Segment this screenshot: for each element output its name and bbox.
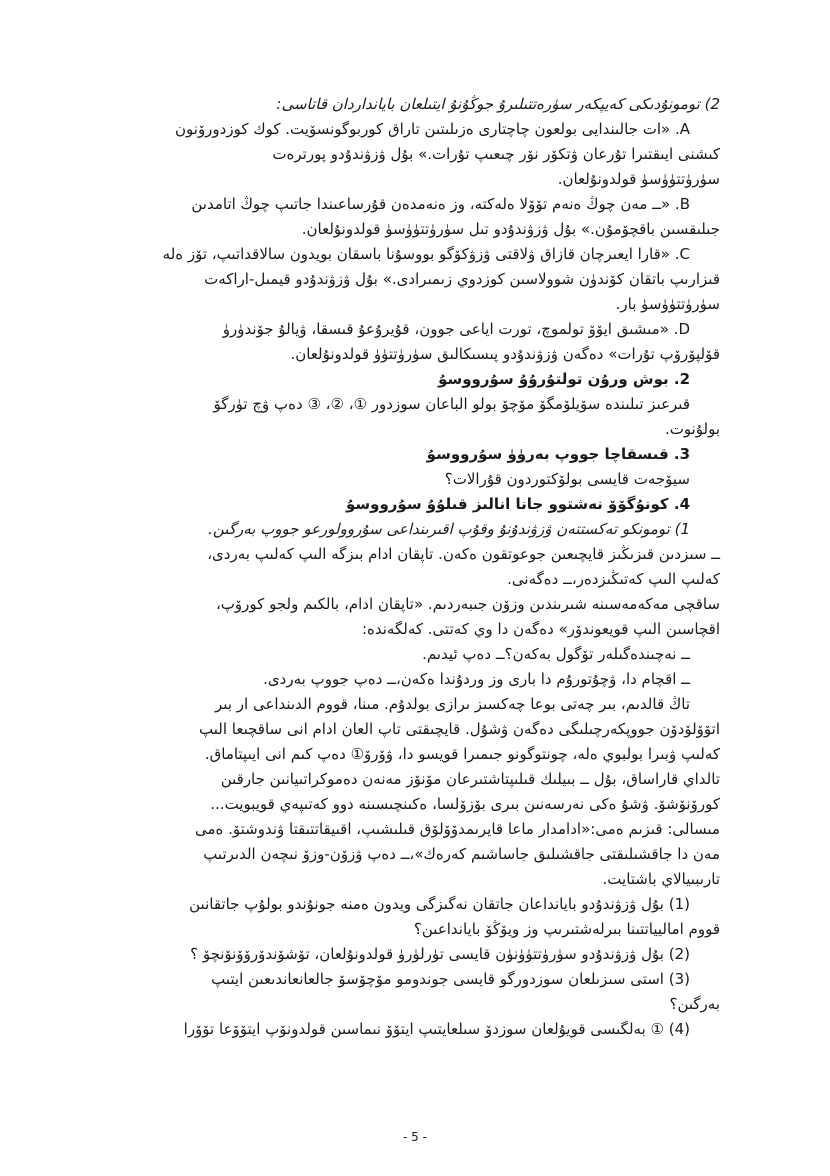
question-1-line-2: قووم اماليياتتىنا بىرلەشتىرىپ وز ويۆڭۆ بايانداعىن؟ [413, 920, 720, 938]
option-d-line-2: قۆلپۆرۆپ تۇرات» دەگەن ۋزۋندۇدو پىسىكالىق سۈرۈتتۈۈ قولدونۇلعان. [290, 345, 720, 363]
section-3-heading: 3. قىسقاچا جووپ بەرۈۈ سۇرووسۇ [426, 445, 690, 463]
page-number: - 5 - [403, 1130, 427, 1144]
section-4-instruction: 1) تومونكو تەكستتەن ۋزۋندۇنۇ وقۇپ اقىرىنداعى سۇروولورعو جووپ بەرگىن. [208, 520, 690, 538]
option-c: C. «قارا ايعىرچان قازاق ۋلاقتى ۋزۋكۆگو بووسۇنا باسقان بويدون سالاقداتىپ، تۆز ەلە [162, 245, 690, 263]
passage-line-2: كەلىپ الىپ كەتىڭىزدەر،ــ دەگەنى. [507, 570, 720, 588]
question-2: (2) بۇل ۋزۋندۇدو سۈرۈتتۈۈنۈن قايسى تۈرلۈرۈ قولدونۇلعان، تۆشۆندۆرۆۆنۆنچۆ ؟ [190, 945, 690, 963]
option-c-line-3: سۈرۈتتۈۈسۈ بار. [615, 295, 720, 313]
section-2-text-line-2: بولۇنوت. [664, 420, 720, 438]
section-4-heading: 4. كونۇگۆۆ نەشتوو جانا انالىز قىلۇۇ سۇرووسۇ [345, 495, 690, 513]
section-3-question: سيۆجەت قايسى بولۆكتوردون قۇرالات؟ [444, 470, 690, 488]
question-3: (3) استى سىزىلعان سوزدورگو قايسى جوندومو مۆچۆسۆ جالعانعاندىعىن ايتىپ [211, 970, 690, 988]
passage-line-13: مەن دا جاقشىلىقتى جاقشىلىق جاساشىم كەرەك»،ــ دەپ ۋزۆن-وزۆ نىچەن الدىرتىپ [203, 845, 720, 863]
question-3-line-2: بەرگىن؟ [669, 995, 720, 1013]
question-4: (4) ① بەلگىسى قويۇلعان سوزدۆ سىلعايتىپ ايتۆۆ نىماسىن قولدونۆپ ايتۆۆعا تۆۆرا [183, 1020, 690, 1038]
option-b-line-2: جىلىقسىن باقچۆمۇن.» بۇل ۋزۋندۇدو تىل سۈرۈتتۈۈسۈ قولدونۇلعان. [301, 220, 720, 238]
section-2-text: قىرعىز تىلىندە سۆيلۆمگۆ مۆچۆ بولو الباعان سوزدور ①، ②، ③ دەپ ۋچ تۈرگۆ [213, 395, 690, 413]
option-a-line-2: كىشنى ايىقتىرا تۇرعان ۋتكۆر نۆر چىعىپ تۇرات.» بۇل ۋزۋندۇدو پورترەت [272, 145, 720, 163]
option-a: A. «ات جالىندايى بولعون چاچتارى ەزىلىتىن تاراق كوربوگونسۆيت. كوك كوزدورۆنون [175, 120, 690, 138]
option-d: D. «مىشىق ايۆۆ تولموچ، تورت اياعى جوون، قۇيرۇعۇ قىسقا، ۋيالۇ جۆندۈرۈ [222, 320, 690, 338]
passage-line-14: تارىبىيالاي باشتايت. [602, 870, 720, 888]
section-2-heading: 2. بوش ورۇن تولتۇرۇۇ سۇرووسۇ [438, 370, 690, 388]
passage-line-6: ــ اقچام دا، ۋچۇتورۇم دا بارى وز وردۇندا ەكەن،ــ دەپ جووپ بەردى. [263, 670, 690, 688]
q2-heading: 2) تومونۇدىكى كەيپكەر سۈرەتتىلىرۇ جوڭۇنۇ ايتىلعان بايانداردان قاتاسى: [276, 95, 720, 113]
passage-line-3: ساقچى مەكەمەسىنە شىرىندىن وزۆن جىبەردىم. «تاپقان ادام، بالكىم ولجو كورۆپ، [215, 595, 720, 613]
passage-line-11: كورۆنۆشۆ. ۋشۇ ەكى نەرسەنىن بىرى بۆزۆلسا، ەكىنچىسىنە دوو كەتىپەي قويبويت... [210, 795, 720, 813]
question-1: (1) بۇل ۋزۋندۇدو بايانداعان جاتقان نەگىزگى ويدون ەمنە جونۇندو بولۇپ جاتقانىن [189, 895, 690, 913]
passage-line-8: اتۆۆلۆدۆن جووپكەرچىلىگى دەگەن ۋشۇل. قايچىقتى تاپ العان ادام انى ساقچىعا الىپ [199, 720, 720, 738]
passage-line-7: تاڭ قالدىم، بىر چەتى بوعا چەكسىز ىرازى بولدۇم. مىنا، قووم الدىنداعى ار بىر [215, 695, 690, 713]
passage-line-10: تالداي قاراساق، بۇل ــ بىيلىك قىلىپتاشتىرعان مۆنۆز مەنەن دەموكراتىيانىن جارقىن [220, 770, 720, 788]
option-a-line-3: سۈرۈتتۈۈسۈ قولدونۇلعان. [557, 170, 720, 188]
passage-line-12: مىسالى: قىزىم ەمى:«ادامدار ماعا قايرىمدۆۆلۆق قىلىشىپ، اقىيقاتتىقتا ۋندوشتۆ. ەمى [194, 820, 720, 838]
document-page [100, 92, 720, 1042]
passage-line-9: كەلىپ ۋبىرا بولبوي ەلە، چونتوگونو جىمىرا قويسو دا، ۋۆرۆ① دەپ كىم انى ايىپتاماق. [204, 745, 720, 763]
passage-line-4: اقچاسىن الىپ قويعوندۆر» دەگەن دا وي كەتتى. كەلگەندە: [361, 620, 720, 638]
option-c-line-2: قىزارىپ باتقان كۆندۈن شوولاسىن كوزدوي زىمىرادى.» بۇل ۋزۋندۇدو قيمىل-اراكەت [204, 270, 720, 288]
passage-line-5: ــ نەچىندەگىلەر تۆگول بەكەن؟ــ دەپ ئيدىم. [422, 645, 690, 663]
option-b: B. «ــ مەن چوڭ ەنەم تۆۆلا ەلەكتە، وز ەنەمدەن قۇرساعىندا جاتىپ چوڭ اتامدىن [191, 195, 690, 213]
passage-line-1: ــ سىزدىن قىزىڭىز قايچىعىن جوعوتقون ەكەن. تاپقان ادام بىزگە الىپ كەلىپ بەردى، [207, 545, 720, 563]
